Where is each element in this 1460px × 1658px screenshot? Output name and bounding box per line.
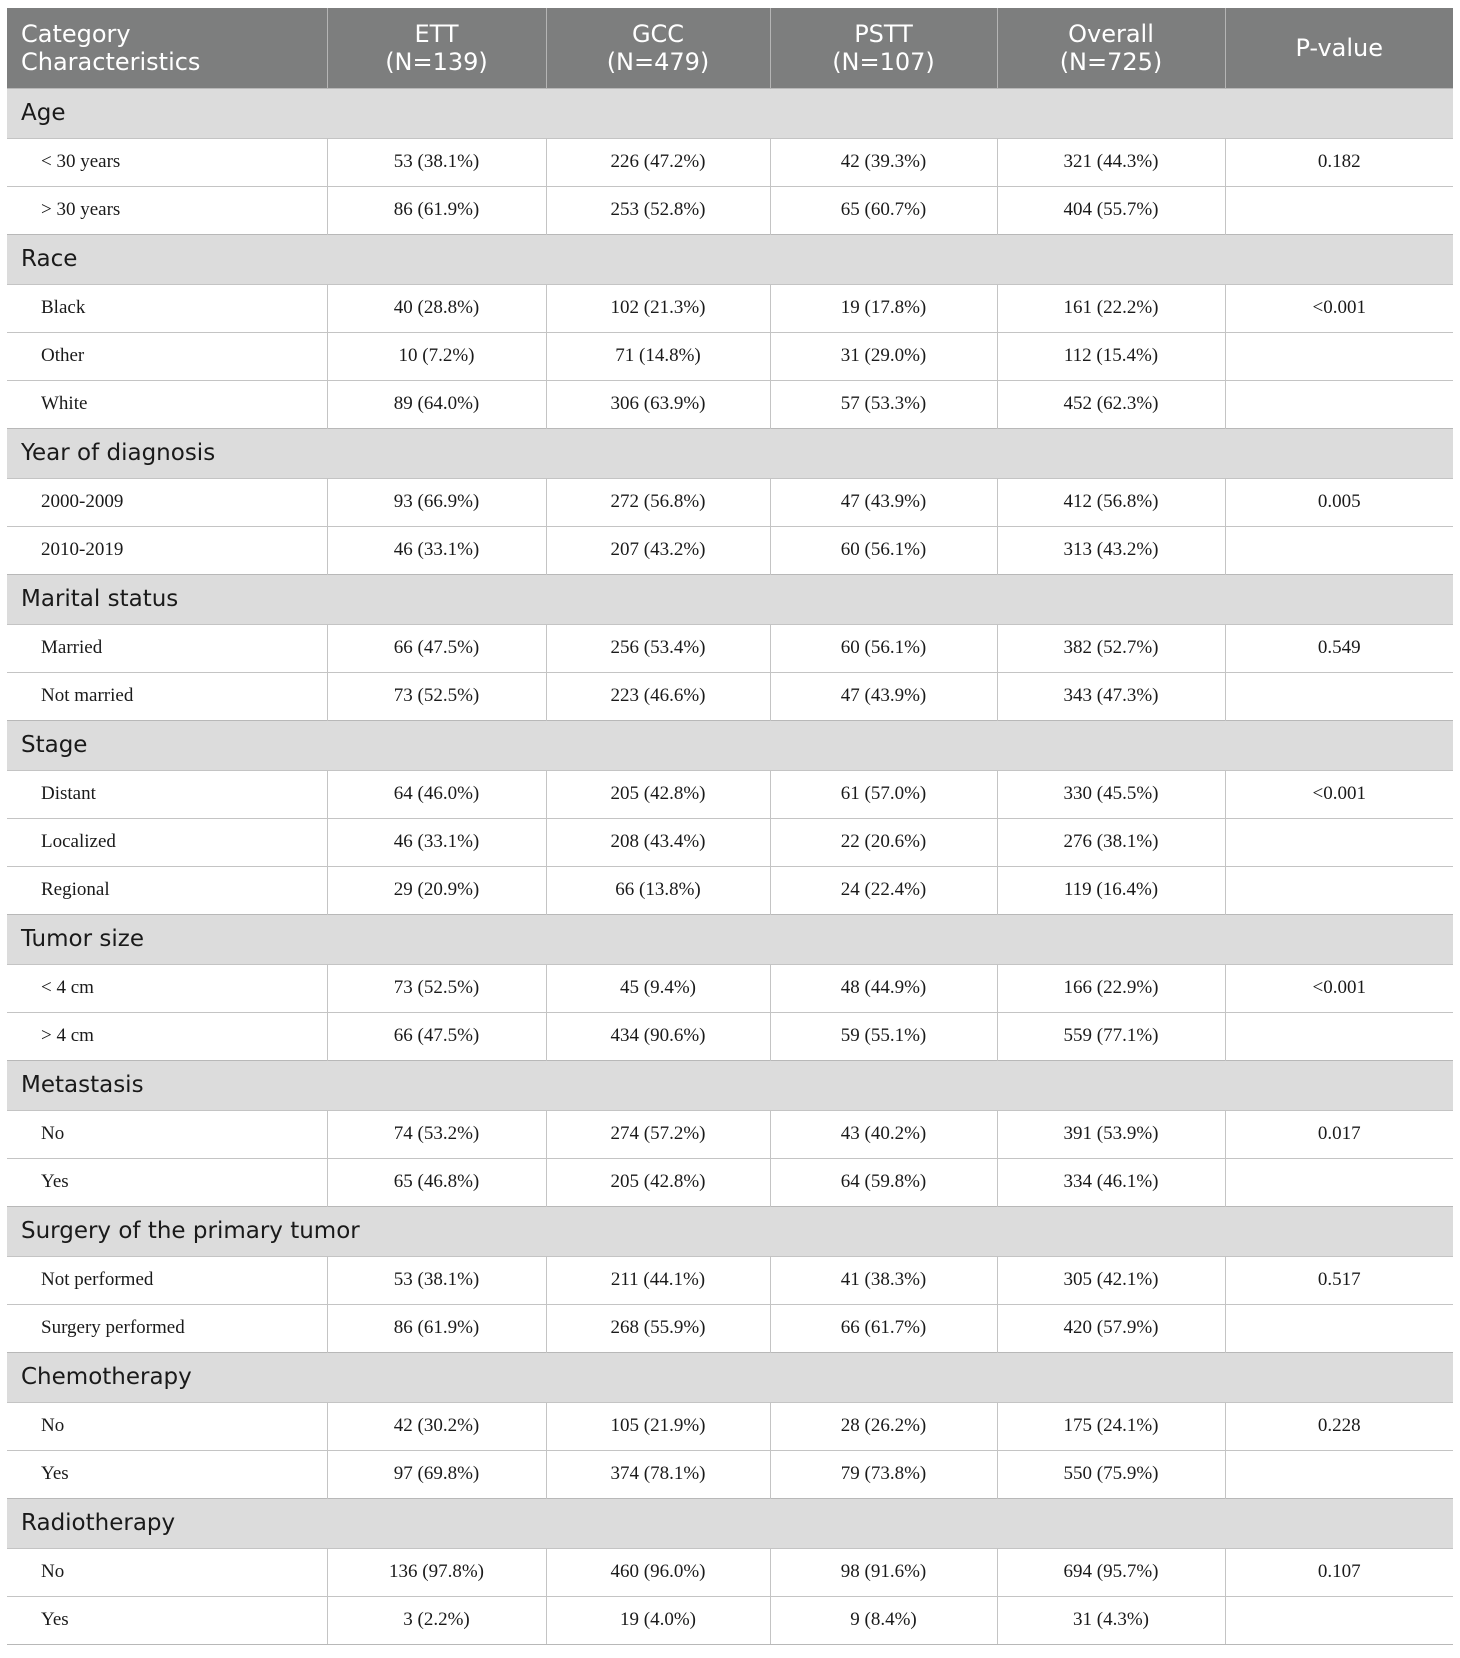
ett-cell: 66 (47.5%) — [327, 1012, 546, 1060]
table-row — [7, 964, 1453, 1012]
overall-cell: 276 (38.1%) — [997, 818, 1225, 866]
table-row — [7, 1158, 1453, 1206]
pstt-cell: 41 (38.3%) — [770, 1256, 997, 1304]
row-label: 2010-2019 — [7, 526, 327, 574]
pstt-cell: 24 (22.4%) — [770, 866, 997, 914]
ett-cell: 46 (33.1%) — [327, 818, 546, 866]
table-row — [7, 1012, 1453, 1060]
header-p-value — [1225, 8, 1453, 88]
table-row — [7, 1402, 1453, 1450]
table-row — [7, 332, 1453, 380]
header-line: Category — [21, 19, 131, 48]
gcc-cell: 460 (96.0%) — [546, 1548, 770, 1596]
row-label: Yes — [7, 1450, 327, 1498]
category-row — [7, 88, 1453, 138]
overall-cell: 166 (22.9%) — [997, 964, 1225, 1012]
pstt-cell: 42 (39.3%) — [770, 138, 997, 186]
gcc-cell: 374 (78.1%) — [546, 1450, 770, 1498]
category-label: Surgery of the primary tumor — [7, 1206, 1453, 1256]
header-overall — [997, 8, 1225, 88]
pstt-cell: 9 (8.4%) — [770, 1596, 997, 1644]
overall-cell: 161 (22.2%) — [997, 284, 1225, 332]
row-label: White — [7, 380, 327, 428]
gcc-cell: 66 (13.8%) — [546, 866, 770, 914]
category-label: Age — [7, 88, 1453, 138]
pstt-cell: 47 (43.9%) — [770, 478, 997, 526]
ett-cell: 73 (52.5%) — [327, 672, 546, 720]
overall-cell: 334 (46.1%) — [997, 1158, 1225, 1206]
header-line: Characteristics — [21, 47, 201, 76]
header-gcc — [546, 8, 770, 88]
pstt-cell: 57 (53.3%) — [770, 380, 997, 428]
table-row — [7, 1304, 1453, 1352]
row-label: < 30 years — [7, 138, 327, 186]
pstt-cell: 31 (29.0%) — [770, 332, 997, 380]
ett-cell: 53 (38.1%) — [327, 138, 546, 186]
pstt-cell: 43 (40.2%) — [770, 1110, 997, 1158]
table-row — [7, 284, 1453, 332]
p-value-cell — [1225, 818, 1453, 866]
overall-cell: 391 (53.9%) — [997, 1110, 1225, 1158]
table-row — [7, 672, 1453, 720]
gcc-cell: 274 (57.2%) — [546, 1110, 770, 1158]
gcc-cell: 272 (56.8%) — [546, 478, 770, 526]
ett-cell: 86 (61.9%) — [327, 1304, 546, 1352]
row-label: No — [7, 1548, 327, 1596]
table-row — [7, 866, 1453, 914]
pstt-cell: 48 (44.9%) — [770, 964, 997, 1012]
row-label: Black — [7, 284, 327, 332]
gcc-cell: 223 (46.6%) — [546, 672, 770, 720]
row-label: > 30 years — [7, 186, 327, 234]
category-row — [7, 1498, 1453, 1548]
row-label: Married — [7, 624, 327, 672]
p-value-cell — [1225, 1304, 1453, 1352]
ett-cell: 53 (38.1%) — [327, 1256, 546, 1304]
category-row — [7, 914, 1453, 964]
category-row — [7, 1352, 1453, 1402]
p-value-cell — [1225, 672, 1453, 720]
overall-cell: 112 (15.4%) — [997, 332, 1225, 380]
ett-cell: 89 (64.0%) — [327, 380, 546, 428]
pstt-cell: 22 (20.6%) — [770, 818, 997, 866]
table-header — [7, 8, 1453, 88]
overall-cell: 321 (44.3%) — [997, 138, 1225, 186]
table-row — [7, 1548, 1453, 1596]
p-value-cell: 0.182 — [1225, 138, 1453, 186]
category-label: Chemotherapy — [7, 1352, 1453, 1402]
ett-cell: 29 (20.9%) — [327, 866, 546, 914]
overall-cell: 119 (16.4%) — [997, 866, 1225, 914]
pstt-cell: 64 (59.8%) — [770, 1158, 997, 1206]
pstt-cell: 19 (17.8%) — [770, 284, 997, 332]
p-value-cell: 0.549 — [1225, 624, 1453, 672]
category-label: Year of diagnosis — [7, 428, 1453, 478]
category-label: Race — [7, 234, 1453, 284]
ett-cell: 65 (46.8%) — [327, 1158, 546, 1206]
row-label: No — [7, 1402, 327, 1450]
pstt-cell: 61 (57.0%) — [770, 770, 997, 818]
gcc-cell: 211 (44.1%) — [546, 1256, 770, 1304]
table-row — [7, 138, 1453, 186]
table-row — [7, 1596, 1453, 1644]
pstt-cell: 60 (56.1%) — [770, 526, 997, 574]
p-value-cell: <0.001 — [1225, 770, 1453, 818]
ett-cell: 136 (97.8%) — [327, 1548, 546, 1596]
header-pstt — [770, 8, 997, 88]
characteristics-table — [7, 8, 1453, 1645]
pstt-cell: 79 (73.8%) — [770, 1450, 997, 1498]
gcc-cell: 306 (63.9%) — [546, 380, 770, 428]
gcc-cell: 45 (9.4%) — [546, 964, 770, 1012]
ett-cell: 93 (66.9%) — [327, 478, 546, 526]
header-line: GCC — [631, 19, 685, 48]
row-label: Not performed — [7, 1256, 327, 1304]
category-row — [7, 1206, 1453, 1256]
header-line: (N=725) — [1059, 47, 1163, 76]
pstt-cell: 66 (61.7%) — [770, 1304, 997, 1352]
table-row — [7, 380, 1453, 428]
p-value-cell: 0.517 — [1225, 1256, 1453, 1304]
row-label: No — [7, 1110, 327, 1158]
overall-cell: 559 (77.1%) — [997, 1012, 1225, 1060]
gcc-cell: 268 (55.9%) — [546, 1304, 770, 1352]
gcc-cell: 434 (90.6%) — [546, 1012, 770, 1060]
category-row — [7, 720, 1453, 770]
pstt-cell: 47 (43.9%) — [770, 672, 997, 720]
row-label: < 4 cm — [7, 964, 327, 1012]
overall-cell: 694 (95.7%) — [997, 1548, 1225, 1596]
ett-cell: 10 (7.2%) — [327, 332, 546, 380]
gcc-cell: 208 (43.4%) — [546, 818, 770, 866]
ett-cell: 64 (46.0%) — [327, 770, 546, 818]
overall-cell: 452 (62.3%) — [997, 380, 1225, 428]
gcc-cell: 205 (42.8%) — [546, 1158, 770, 1206]
ett-cell: 97 (69.8%) — [327, 1450, 546, 1498]
header-row — [7, 8, 1453, 88]
header-line: (N=107) — [832, 47, 935, 76]
ett-cell: 46 (33.1%) — [327, 526, 546, 574]
p-value-cell — [1225, 332, 1453, 380]
table-row — [7, 770, 1453, 818]
category-label: Marital status — [7, 574, 1453, 624]
p-value-cell — [1225, 1158, 1453, 1206]
pstt-cell: 98 (91.6%) — [770, 1548, 997, 1596]
ett-cell: 42 (30.2%) — [327, 1402, 546, 1450]
p-value-cell: <0.001 — [1225, 284, 1453, 332]
gcc-cell: 253 (52.8%) — [546, 186, 770, 234]
header-line: (N=139) — [385, 47, 488, 76]
header-ett — [327, 8, 546, 88]
table-row — [7, 526, 1453, 574]
table-row — [7, 624, 1453, 672]
row-label: Regional — [7, 866, 327, 914]
p-value-cell: 0.228 — [1225, 1402, 1453, 1450]
table-row — [7, 1256, 1453, 1304]
ett-cell: 73 (52.5%) — [327, 964, 546, 1012]
table-row — [7, 478, 1453, 526]
gcc-cell: 102 (21.3%) — [546, 284, 770, 332]
table-row — [7, 186, 1453, 234]
gcc-cell: 71 (14.8%) — [546, 332, 770, 380]
table-body — [7, 88, 1453, 1644]
category-label: Stage — [7, 720, 1453, 770]
overall-cell: 420 (57.9%) — [997, 1304, 1225, 1352]
table-row — [7, 1450, 1453, 1498]
ett-cell: 3 (2.2%) — [327, 1596, 546, 1644]
row-label: Localized — [7, 818, 327, 866]
gcc-cell: 19 (4.0%) — [546, 1596, 770, 1644]
header-line: Overall — [1068, 19, 1154, 48]
row-label: Yes — [7, 1596, 327, 1644]
p-value-cell — [1225, 526, 1453, 574]
category-row — [7, 428, 1453, 478]
overall-cell: 305 (42.1%) — [997, 1256, 1225, 1304]
category-row — [7, 574, 1453, 624]
p-value-cell — [1225, 1012, 1453, 1060]
overall-cell: 412 (56.8%) — [997, 478, 1225, 526]
p-value-cell: 0.017 — [1225, 1110, 1453, 1158]
category-label: Radiotherapy — [7, 1498, 1453, 1548]
category-row — [7, 234, 1453, 284]
row-label: Yes — [7, 1158, 327, 1206]
gcc-cell: 256 (53.4%) — [546, 624, 770, 672]
pstt-cell: 28 (26.2%) — [770, 1402, 997, 1450]
table-row — [7, 1110, 1453, 1158]
overall-cell: 175 (24.1%) — [997, 1402, 1225, 1450]
ett-cell: 66 (47.5%) — [327, 624, 546, 672]
p-value-cell — [1225, 1450, 1453, 1498]
gcc-cell: 205 (42.8%) — [546, 770, 770, 818]
header-line: (N=479) — [606, 47, 710, 76]
table-row — [7, 818, 1453, 866]
ett-cell: 40 (28.8%) — [327, 284, 546, 332]
row-label: Other — [7, 332, 327, 380]
overall-cell: 404 (55.7%) — [997, 186, 1225, 234]
ett-cell: 74 (53.2%) — [327, 1110, 546, 1158]
gcc-cell: 207 (43.2%) — [546, 526, 770, 574]
p-value-cell — [1225, 186, 1453, 234]
p-value-cell — [1225, 1596, 1453, 1644]
row-label: Not married — [7, 672, 327, 720]
overall-cell: 550 (75.9%) — [997, 1450, 1225, 1498]
header-line: P-value — [1295, 33, 1383, 62]
p-value-cell: 0.005 — [1225, 478, 1453, 526]
pstt-cell: 60 (56.1%) — [770, 624, 997, 672]
overall-cell: 31 (4.3%) — [997, 1596, 1225, 1644]
header-category-characteristics — [7, 8, 327, 88]
overall-cell: 313 (43.2%) — [997, 526, 1225, 574]
category-label: Metastasis — [7, 1060, 1453, 1110]
pstt-cell: 65 (60.7%) — [770, 186, 997, 234]
row-label: Distant — [7, 770, 327, 818]
p-value-cell: <0.001 — [1225, 964, 1453, 1012]
p-value-cell — [1225, 380, 1453, 428]
category-row — [7, 1060, 1453, 1110]
pstt-cell: 59 (55.1%) — [770, 1012, 997, 1060]
row-label: 2000-2009 — [7, 478, 327, 526]
gcc-cell: 226 (47.2%) — [546, 138, 770, 186]
p-value-cell: 0.107 — [1225, 1548, 1453, 1596]
overall-cell: 343 (47.3%) — [997, 672, 1225, 720]
header-line: ETT — [414, 19, 459, 48]
gcc-cell: 105 (21.9%) — [546, 1402, 770, 1450]
ett-cell: 86 (61.9%) — [327, 186, 546, 234]
header-line: PSTT — [854, 19, 913, 48]
overall-cell: 330 (45.5%) — [997, 770, 1225, 818]
p-value-cell — [1225, 866, 1453, 914]
row-label: Surgery performed — [7, 1304, 327, 1352]
category-label: Tumor size — [7, 914, 1453, 964]
overall-cell: 382 (52.7%) — [997, 624, 1225, 672]
row-label: > 4 cm — [7, 1012, 327, 1060]
